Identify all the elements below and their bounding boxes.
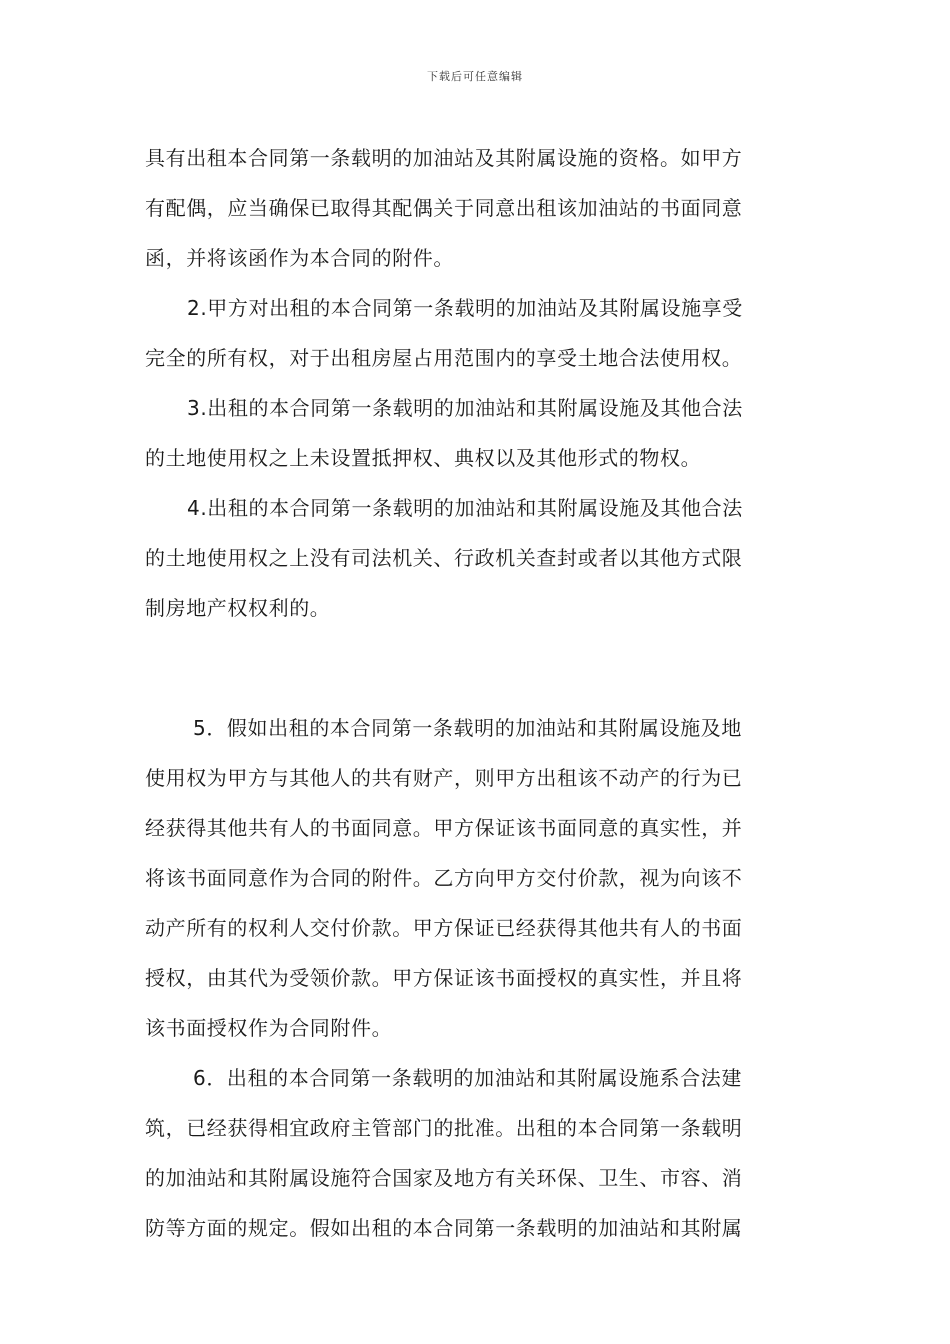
text-line: 5．假如出租的本合同第一条载明的加油站和其附属设施及地 <box>193 716 742 740</box>
text-line: 函，并将该函作为本合同的附件。 <box>145 246 454 270</box>
text-line: 完全的所有权，对于出租房屋占用范围内的享受土地合法使用权。 <box>145 346 743 370</box>
text-line: 动产所有的权利人交付价款。甲方保证已经获得其他共有人的书面 <box>145 916 743 940</box>
text-line: 有配偶，应当确保已取得其配偶关于同意出租该加油站的书面同意 <box>145 196 743 220</box>
text-line: 3.出租的本合同第一条载明的加油站和其附属设施及其他合法 <box>187 396 743 420</box>
text-line: 的加油站和其附属设施符合国家及地方有关环保、卫生、市容、消 <box>145 1166 743 1190</box>
paragraph-gap <box>145 633 809 703</box>
document-body <box>145 133 809 1253</box>
text-line: 制房地产权权利的。 <box>145 596 331 620</box>
text-line: 2.甲方对出租的本合同第一条载明的加油站及其附属设施享受 <box>187 296 743 320</box>
text-line: 的土地使用权之上未设置抵押权、典权以及其他形式的物权。 <box>145 446 702 470</box>
paragraph-1 <box>145 133 809 283</box>
text-line: 防等方面的规定。假如出租的本合同第一条载明的加油站和其附属 <box>145 1216 743 1240</box>
paragraph-2 <box>145 283 809 383</box>
text-line: 该书面授权作为合同附件。 <box>145 1016 393 1040</box>
text-line: 4.出租的本合同第一条载明的加油站和其附属设施及其他合法 <box>187 496 743 520</box>
text-line: 经获得其他共有人的书面同意。甲方保证该书面同意的真实性，并 <box>145 816 743 840</box>
text-line: 将该书面同意作为合同的附件。乙方向甲方交付价款，视为向该不 <box>145 866 743 890</box>
text-line: 6．出租的本合同第一条载明的加油站和其附属设施系合法建 <box>193 1066 742 1090</box>
text-line: 具有出租本合同第一条载明的加油站及其附属设施的资格。如甲方 <box>145 146 743 170</box>
text-line: 的土地使用权之上没有司法机关、行政机关查封或者以其他方式限 <box>145 546 743 570</box>
paragraph-6 <box>145 1053 809 1253</box>
page-header: 下载后可任意编辑 <box>427 70 523 83</box>
text-line: 授权，由其代为受领价款。甲方保证该书面授权的真实性，并且将 <box>145 966 743 990</box>
paragraph-5 <box>145 703 809 1053</box>
text-line: 筑，已经获得相宜政府主管部门的批准。出租的本合同第一条载明 <box>145 1116 743 1140</box>
paragraph-3 <box>145 383 809 483</box>
text-line: 使用权为甲方与其他人的共有财产，则甲方出租该不动产的行为已 <box>145 766 743 790</box>
paragraph-4 <box>145 483 809 633</box>
